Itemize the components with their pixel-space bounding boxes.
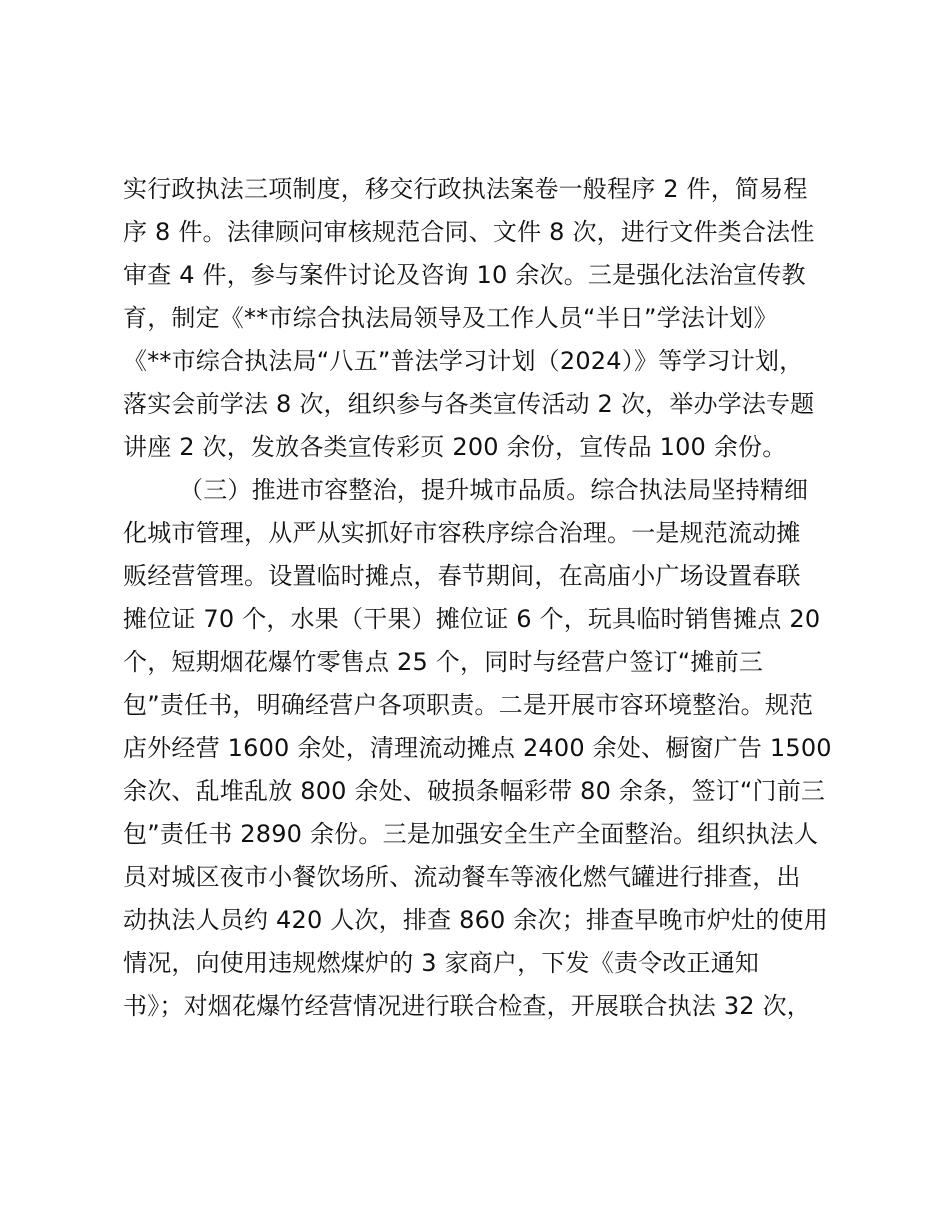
text-line: 贩经营管理。设置临时摊点，春节期间，在高庙小广场设置春联: [123, 562, 801, 590]
text-line: 个，短期烟花爆竹零售点 25 个，同时与经营户签订“摊前三: [123, 648, 764, 676]
text-line: 店外经营 1600 余处，清理流动摊点 2400 余处、橱窗广告 1500: [123, 734, 832, 762]
text-line: 实行政执法三项制度，移交行政执法案卷一般程序 2 件，简易程: [123, 175, 808, 203]
section-heading-line: （三）推进市容整治，提升城市品质。综合执法局坚持精细: [179, 476, 809, 504]
text-line: 育，制定《**市综合执法局领导及工作人员“半日”学法计划》: [123, 304, 778, 332]
text-line: 落实会前学法 8 次，组织参与各类宣传活动 2 次，举办学法专题: [123, 390, 815, 418]
text-line: 动执法人员约 420 人次，排查 860 余次；排查早晚市炉灶的使用: [123, 906, 828, 934]
text-line: 包”责任书，明确经营户各项职责。二是开展市容环境整治。规范: [123, 691, 814, 719]
text-line: 员对城区夜市小餐饮场所、流动餐车等液化燃气罐进行排查，出: [123, 863, 801, 891]
text-line: 情况，向使用违规燃煤炉的 3 家商户，下发《责令改正通知: [123, 949, 760, 977]
body-text: [123, 168, 843, 1028]
text-line: 序 8 件。法律顾问审核规范合同、文件 8 次，进行文件类合法性: [123, 218, 815, 246]
text-line: 化城市管理，从严从实抓好市容秩序综合治理。一是规范流动摊: [123, 519, 801, 547]
text-line: 审查 4 件，参与案件讨论及咨询 10 余次。三是强化法治宣传教: [123, 261, 806, 289]
text-line: 书》；对烟花爆竹经营情况进行联合检查，开展联合执法 32 次，: [123, 992, 811, 1020]
text-line: 《**市综合执法局“八五”普法学习计划（2024）》等学习计划，: [123, 347, 804, 375]
text-line: 讲座 2 次，发放各类宣传彩页 200 余份，宣传品 100 余份。: [123, 433, 787, 461]
text-line: 包”责任书 2890 余份。三是加强安全生产全面整治。组织执法人: [123, 820, 819, 848]
text-line: 摊位证 70 个，水果（干果）摊位证 6 个，玩具临时销售摊点 20: [123, 605, 821, 633]
text-line: 余次、乱堆乱放 800 余处、破损条幅彩带 80 余条，签订“门前三: [123, 777, 826, 805]
